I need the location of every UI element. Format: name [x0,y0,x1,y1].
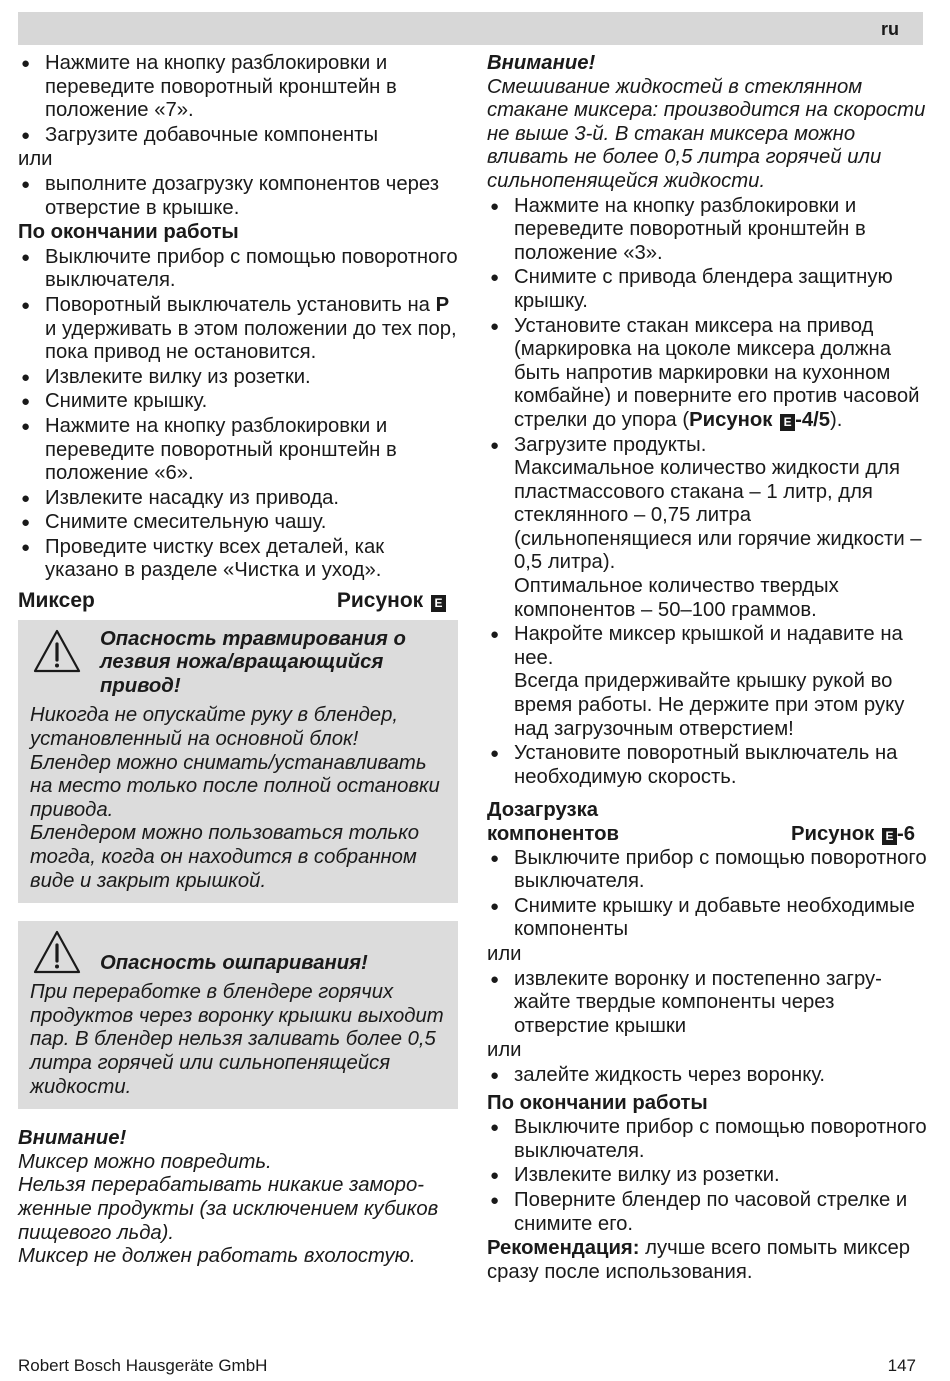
recommendation: Рекомендация: лучше всего помыть миксер сразу после использования. [487,1237,911,1283]
figure-letter-box: E [780,414,795,431]
list-item: ● Нажмите на кнопку разблокировки и переведите поворотный кронштейн в положение «3». [487,195,927,266]
figure-ref: Рисунок E -4/5 [689,408,831,431]
list-item: ● Извлеките вилку из розетки. [18,366,458,390]
list-item: ● Извлеките вилку из розетки. [487,1164,927,1188]
list-item: ● Выключите прибор с помощью поворотного выключателя. [18,246,458,293]
list-item: ● Снимите крышку. [18,390,458,414]
language-bar [18,12,923,45]
list-item: ● Снимите смесительную чашу. [18,511,458,535]
list-item-text: Поворотный выключатель установить на [45,293,436,316]
figure-ref: Рисунок E -6 [790,823,915,845]
attention-text: Миксер можно повредить. [18,1150,272,1173]
connector-text: или [18,148,53,171]
attention-text: Миксер не должен работать вхолостую. [18,1245,416,1268]
warning-text: Никогда не опускайте руку в блендер, установленный на основной блок! [30,704,398,751]
end-of-work-heading: По окончании работы [18,221,239,244]
right-column [487,52,927,1285]
list-item: ● Поверните блендер по часовой стрелке и снимите его. [487,1189,927,1236]
warning-title: Опасность ошпаривания! [100,951,368,974]
mixer-title: Миксер [18,589,95,613]
list-item: ● Загрузите продукты. Максимальное количество жидкости для пластмассового стакана – 1 литр, для стеклянного – 0,75 литра (сильнопенящиеся или горячие жидкости – 0,5 литра). Оптимальное количество твердых компонентов – 50–100 граммов. [487,434,927,623]
list-item: ● залейте жидкость через воронку. [487,1064,927,1088]
switch-position: P [435,293,450,316]
language-code: ru [881,19,899,39]
figure-ref: Рисунок E [337,589,446,613]
injury-warning-box [18,620,458,904]
warning-text: При переработке в блендере горячих продуктов через воронку крышки выходит пар. В блендер нельзя заливать более 0,5 литра горячей или сильнопенящейся жидкости. [30,981,444,1098]
warning-triangle-icon [32,929,82,975]
mixer-section-heading [18,589,458,613]
warning-text: Блендер можно снимать/устанавливать на место только после полной остановки привода. [30,751,440,821]
list-item: ● Снимите с привода блендера защитную крышку. [487,266,927,313]
list-item: ● Снимите крышку и добавьте необходимые компоненты [487,895,927,942]
list-item-text: и удерживать в этом положении до тех пор, пока привод не остановится. [45,317,457,364]
list-item: ● извлеките воронку и постепенно загружайте твердые компоненты через отверстие крышки [487,968,927,1039]
refill-section-heading: Дозагрузка компонентов Рисунок E -6 [487,799,915,845]
attention-heading: Внимание! [487,52,596,74]
list-item: ● выполните дозагрузку компонентов через отверстие в крышке. [18,173,458,220]
list-item: ● Установите поворотный выключатель на необходимую скорость. [487,742,927,789]
end-of-work-heading: По окончании работы [487,1091,708,1114]
connector-text: или [487,1039,522,1062]
attention-text: Смешивание жидкостей в стеклянном стакане миксера: производится на скорости не выше 3-й. В стакан миксера можно вливать не более 0,5 литра горячей или сильнопенящейся жидкости. [487,75,926,192]
list-item: ● Нажмите на кнопку разблокировки и переведите поворотный кронштейн в положение «6». [18,415,458,486]
refill-list [487,847,927,1088]
list-item: ● Проведите чистку всех деталей, как указано в разделе «Чистка и уход». [18,536,458,583]
figure-letter-box: E [431,595,446,612]
list-item: ● Извлеките насадку из привода. [18,487,458,511]
warning-text: Блендером можно пользоваться только тогда, когда он находится в собранном виде и закрыт крышкой. [30,822,420,892]
warning-title: Опасность травмирования о лезвия ножа/вращающийся привод! [100,627,406,697]
left-column [18,52,458,1269]
scald-warning-box [18,921,458,1109]
list-item: ● Выключите прибор с помощью поворотного выключателя. [487,1116,927,1163]
list-item: ● Накройте миксер крышкой и надавите на нее. Всегда придерживайте крышку рукой во время работы. Не держите при этом руку над загрузочным отверстием! [487,623,927,741]
attention-heading: Внимание! [18,1127,127,1150]
list-item: ● Загрузите добавочные компоненты [18,124,458,148]
footer-company: Robert Bosch Hausgeräte GmbH [18,1356,268,1375]
connector-text: или [487,942,522,965]
list-item: ● Выключите прибор с помощью поворотного выключателя. [487,847,927,894]
intro-list [18,52,458,220]
list-item [18,294,458,365]
list-item: ● Нажмите на кнопку разблокировки и переведите поворотный кронштейн в положение «7». [18,52,458,123]
figure-letter-box: E [882,828,897,845]
list-item-text: Установите стакан миксера на привод (маркировка на цоколе миксера должна быть напротив маркировки на кухонном комбайне) и поверните его против часовой стрелки до упора ( [514,314,920,431]
attention-text: Нельзя перерабатывать никакие замороженные продукты (за исключением кубиков пищевого льда). [18,1174,439,1244]
page-number: 147 [887,1356,916,1375]
warning-triangle-icon [32,628,82,674]
list-item: ● Установите стакан миксера на привод (маркировка на цоколе миксера должна быть напротив маркировки на кухонном комбайне) и поверните его против часовой стрелки до упора (Рисунок E -4/5). [487,315,927,433]
